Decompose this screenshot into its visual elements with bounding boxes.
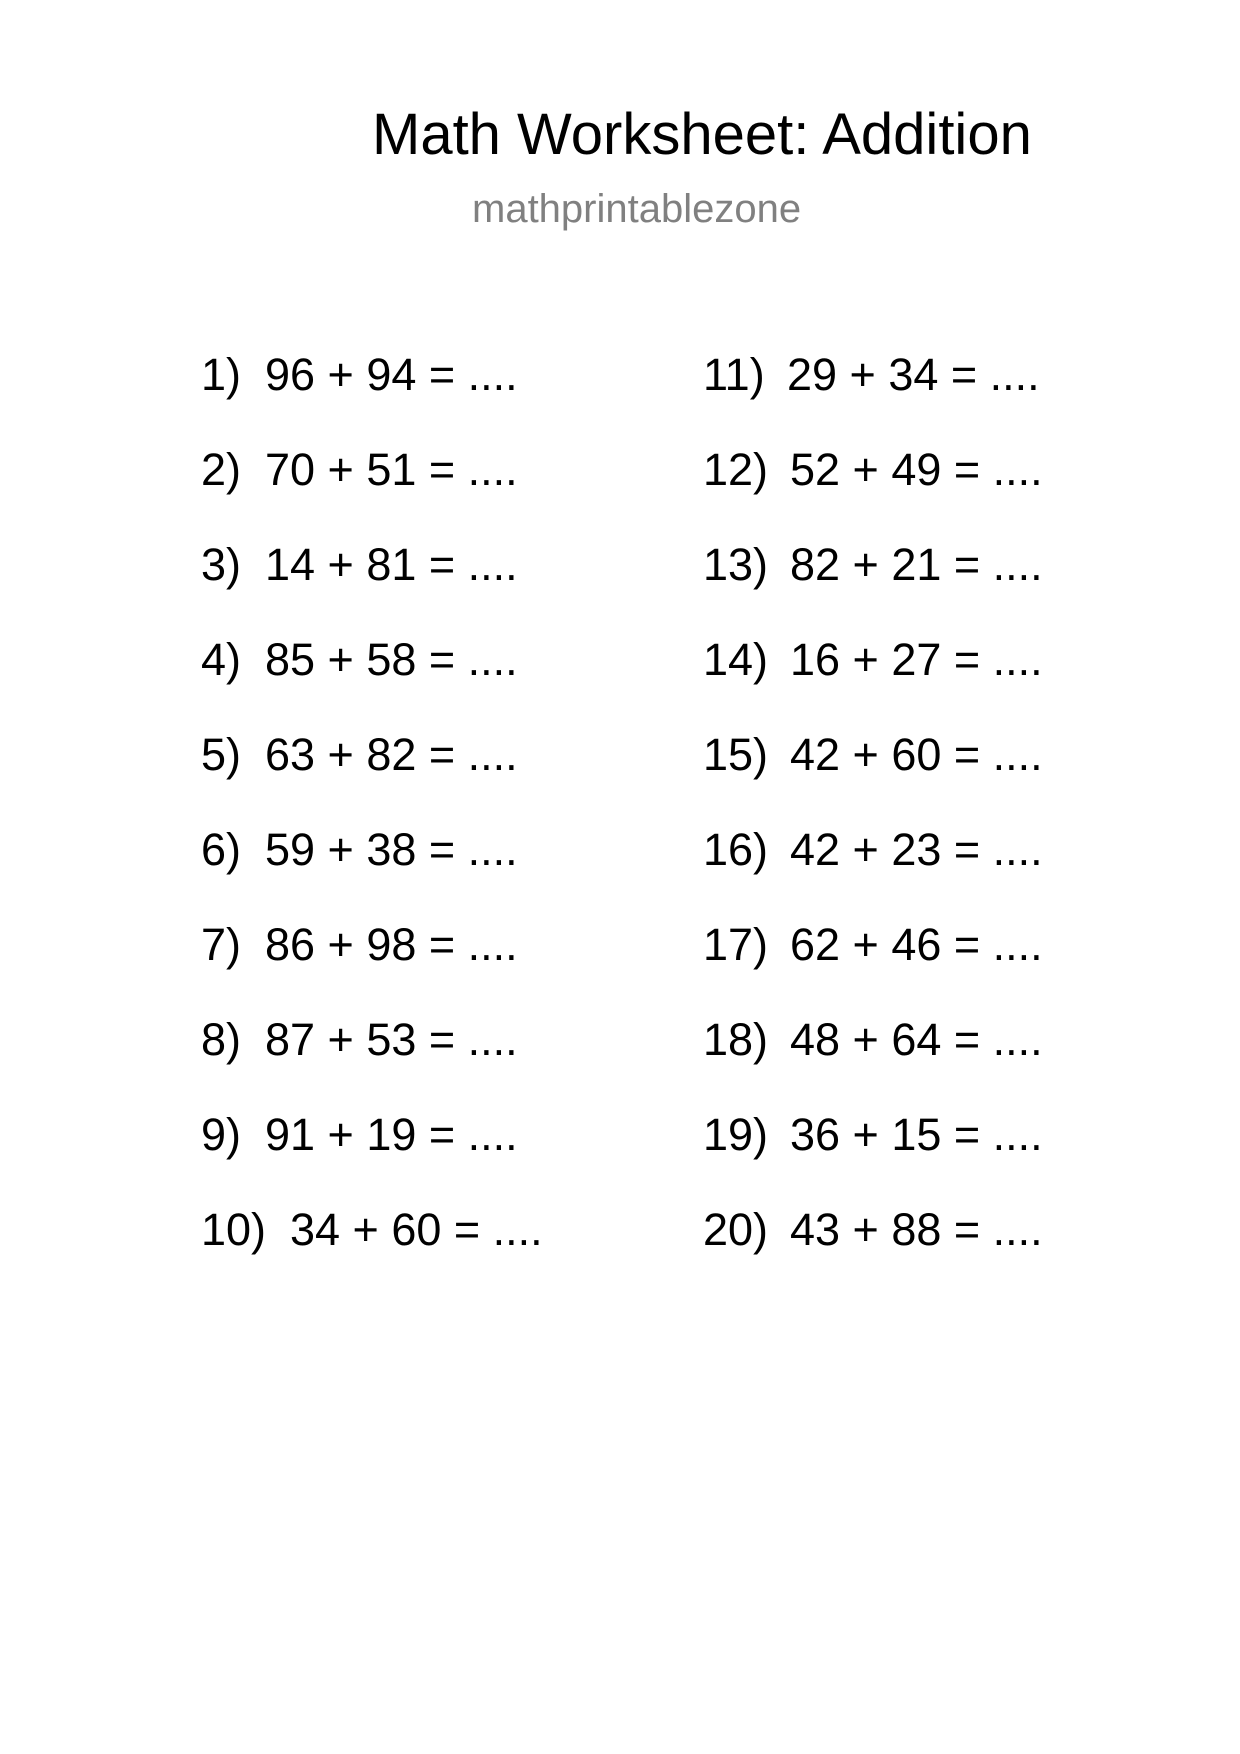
problem-expression: 36 + 15 = .... <box>790 1109 1043 1160</box>
problem-number: 2) <box>201 444 242 495</box>
problem-expression: 70 + 51 = .... <box>265 444 518 495</box>
problem-expression: 82 + 21 = .... <box>790 539 1043 590</box>
problem-number: 15) <box>703 729 769 780</box>
problem-number: 20) <box>703 1204 769 1255</box>
problem-number: 13) <box>703 539 769 590</box>
problem-expression: 96 + 94 = .... <box>265 349 518 400</box>
problem-number: 9) <box>201 1109 242 1160</box>
problem-number: 5) <box>201 729 242 780</box>
problem-expression: 59 + 38 = .... <box>265 824 518 875</box>
problem-expression: 63 + 82 = .... <box>265 729 518 780</box>
problem-number: 19) <box>703 1109 769 1160</box>
problem-number: 11) <box>703 349 765 400</box>
problem-expression: 48 + 64 = .... <box>790 1014 1043 1065</box>
problem-number: 17) <box>703 919 769 970</box>
problem-expression: 16 + 27 = .... <box>790 634 1043 685</box>
problem-expression: 86 + 98 = .... <box>265 919 518 970</box>
problem-number: 3) <box>201 539 242 590</box>
problem-expression: 87 + 53 = .... <box>265 1014 518 1065</box>
problem-number: 6) <box>201 824 242 875</box>
problem-expression: 42 + 23 = .... <box>790 824 1043 875</box>
problem-number: 1) <box>201 349 242 400</box>
page-subtitle: mathprintablezone <box>472 187 802 231</box>
problem-expression: 34 + 60 = .... <box>290 1204 543 1255</box>
problem-expression: 52 + 49 = .... <box>790 444 1043 495</box>
problem-expression: 91 + 19 = .... <box>265 1109 518 1160</box>
problem-expression: 62 + 46 = .... <box>790 919 1043 970</box>
problem-number: 16) <box>703 824 769 875</box>
problem-expression: 14 + 81 = .... <box>265 539 518 590</box>
problem-number: 8) <box>201 1014 242 1065</box>
problem-expression: 29 + 34 = .... <box>787 349 1040 400</box>
problem-number: 7) <box>201 919 242 970</box>
page-title: Math Worksheet: Addition <box>372 102 1032 167</box>
problem-expression: 42 + 60 = .... <box>790 729 1043 780</box>
problem-number: 18) <box>703 1014 769 1065</box>
problem-expression: 85 + 58 = .... <box>265 634 518 685</box>
problem-number: 14) <box>703 634 769 685</box>
problem-expression: 43 + 88 = .... <box>790 1204 1043 1255</box>
problem-number: 12) <box>703 444 769 495</box>
problem-number: 4) <box>201 634 242 685</box>
problem-number: 10) <box>201 1204 267 1255</box>
